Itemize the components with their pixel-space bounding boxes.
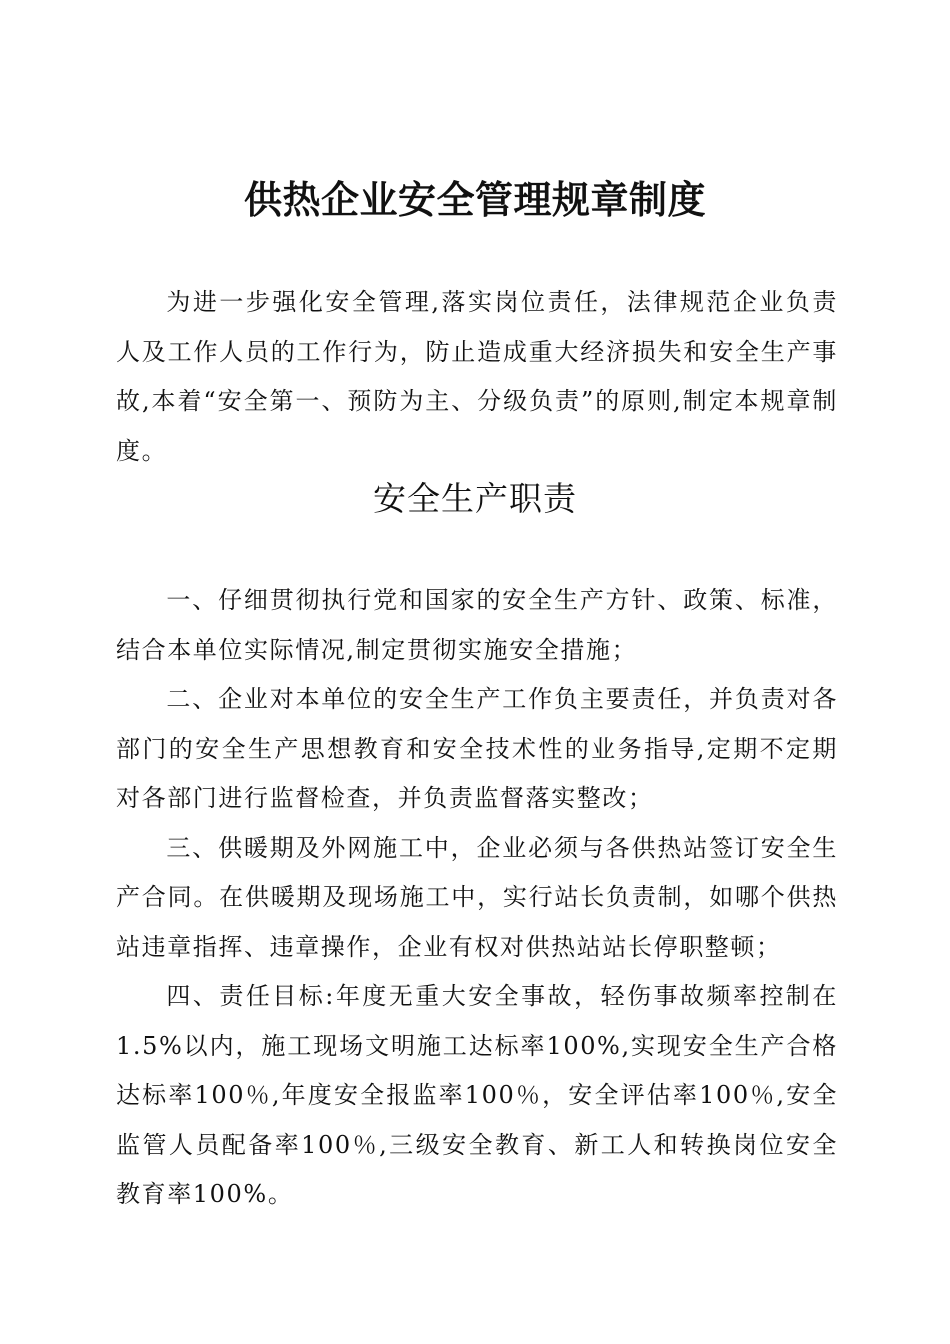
intro-paragraph: 为进一步强化安全管理,落实岗位责任，法律规范企业负责人及工作人员的工作行为，防止造成重大经济损失和安全生产事故,本着“安全第一、预防为主、分级负责”的原则,制定本规章制度。 (116, 288, 838, 465)
intro-block (116, 278, 838, 476)
clause-paragraph-2: 二、企业对本单位的安全生产工作负主要责任，并负责对各部门的安全生产思想教育和安全技术性的业务指导,定期不定期对各部门进行监督检查，并负责监督落实整改； (116, 685, 838, 812)
clause-paragraph-1: 一、仔细贯彻执行党和国家的安全生产方针、政策、标准，结合本单位实际情况,制定贯彻实施安全措施； (116, 586, 838, 664)
clause-list (116, 576, 838, 1220)
clause-paragraph-4: 四、责任目标:年度无重大安全事故，轻伤事故频率控制在1.5%以内，施工现场文明施工达标率100%,实现安全生产合格达标率100％,年度安全报监率100％，安全评估率100％,安全监管人员配备率100％,三级安全教育、新工人和转换岗位安全教育率100%。 (116, 982, 838, 1208)
section-heading: 安全生产职责 (373, 479, 577, 518)
document-title: 供热企业安全管理规章制度 (243, 178, 706, 222)
clause-paragraph-3: 三、供暖期及外网施工中，企业必须与各供热站签订安全生产合同。在供暖期及现场施工中，实行站长负责制，如哪个供热站违章指挥、违章操作，企业有权对供热站站长停职整顿； (116, 833, 838, 961)
